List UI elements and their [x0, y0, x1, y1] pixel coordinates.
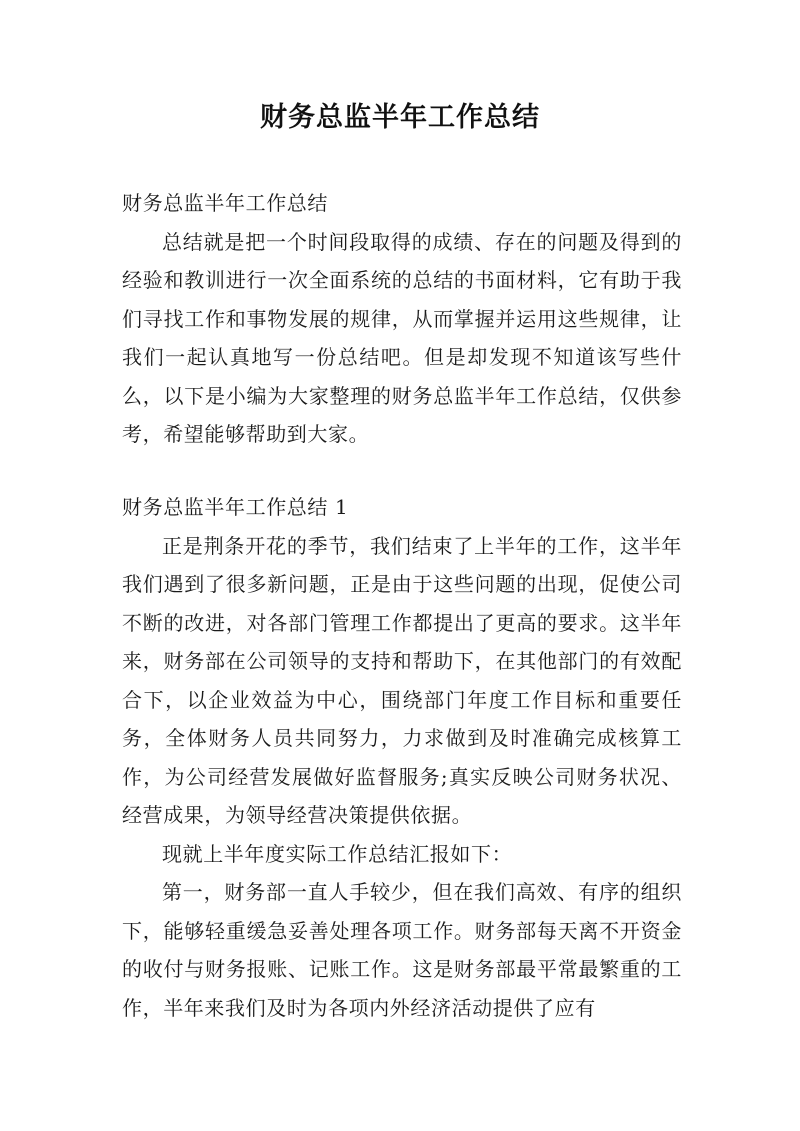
section-1-block	[122, 488, 682, 1027]
section-1-paragraph-3: 第一，财务部一直人手较少，但在我们高效、有序的组织下，能够轻重缓急妥善处理各项工作。财务部每天离不开资金的收付与财务报账、记账工作。这是财务部最平常最繁重的工作，半年来我们及时为各项内外经济活动提供了应有	[122, 880, 682, 1020]
intro-paragraph: 总结就是把一个时间段取得的成绩、存在的问题及得到的经验和教训进行一次全面系统的总结的书面材料，它有助于我们寻找工作和事物发展的规律，从而掌握并运用这些规律，让我们一起认真地写一份总结吧。但是却发现不知道该写些什么，以下是小编为大家整理的财务总监半年工作总结，仅供参考，希望能够帮助到大家。	[122, 229, 682, 446]
intro-heading: 财务总监半年工作总结	[122, 191, 328, 215]
section-1-heading: 财务总监半年工作总结 1	[122, 495, 349, 519]
section-1-paragraph-1: 正是荆条开花的季节，我们结束了上半年的工作，这半年我们遇到了很多新问题，正是由于这些问题的出现，促使公司不断的改进，对各部门管理工作都提出了更高的要求。这半年来，财务部在公司领导的支持和帮助下，在其他部门的有效配合下，以企业效益为中心，围绕部门年度工作目标和重要任务，全体财务人员共同努力，力求做到及时准确完成核算工作，为公司经营发展做好监督服务;真实反映公司财务状况、经营成果，为领导经营决策提供依据。	[122, 533, 682, 827]
document-title: 财务总监半年工作总结	[260, 102, 540, 133]
section-1-paragraph-2: 现就上半年度实际工作总结汇报如下：	[162, 841, 513, 866]
intro-block	[122, 184, 682, 454]
